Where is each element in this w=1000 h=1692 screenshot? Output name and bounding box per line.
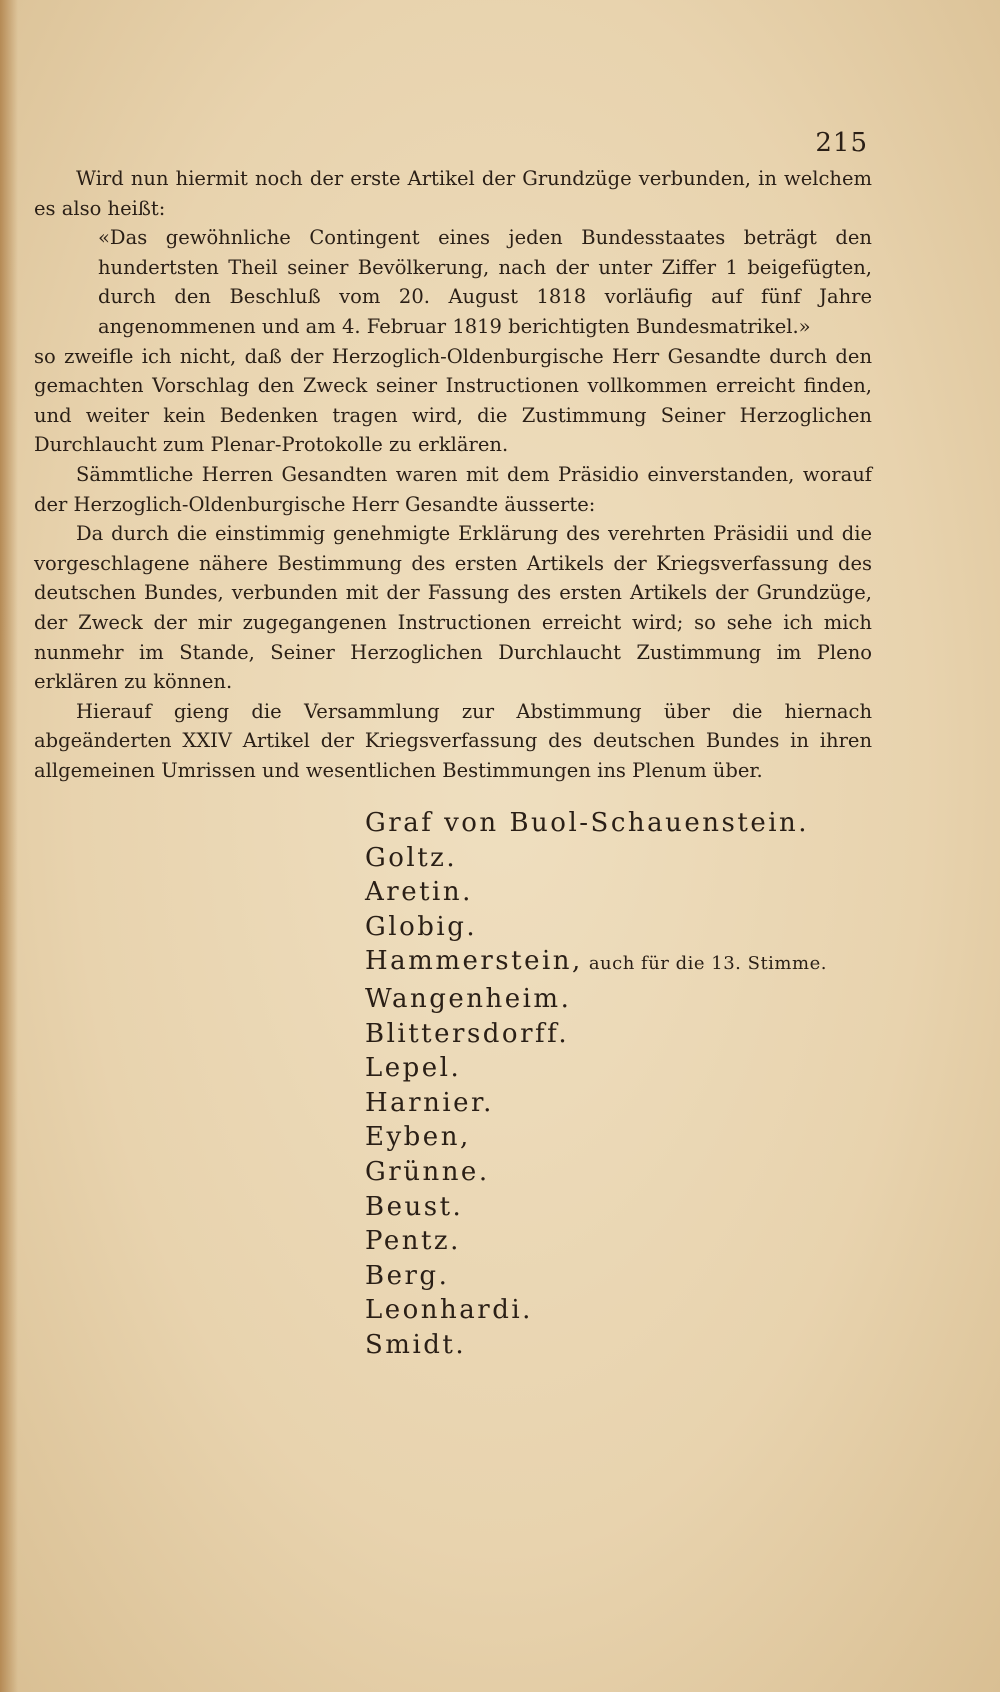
signatory-name: Eyben, [365,1122,471,1153]
signatory-list [365,806,827,1363]
paragraph-continuation: so zweifle ich nicht, daß der Herzoglich-Oldenburgische Herr Gesandte durch den gemachten Vorschlag den Zweck seiner Instructionen vollkommen erreicht finden, und weiter kein Bedenken tragen wird, die Zustimmung Seiner Herzoglichen Durchlaucht zum Plenar-Protokolle zu erklären. [34,344,872,457]
signatory-name: Leonhardi. [365,1295,533,1326]
signatory-name: Pentz. [365,1226,461,1257]
signatory-name: Globig. [365,911,478,942]
signatory-note: auch für die 13. Stimme. [588,953,827,975]
signatory-name: Beust. [365,1191,464,1222]
page-number: 215 [815,128,868,158]
signatory-name: Graf von Buol-Schauenstein. [365,808,810,838]
signatory-name: Smidt. [365,1329,467,1360]
body-text [34,164,872,785]
signatory-name: Hammerstein, [365,946,583,977]
signatory-name: Wangenheim. [365,983,572,1014]
signatory-entry [365,944,827,982]
paragraph-vote: Hierauf gieng die Versammlung zur Abstimmung über die hiernach abgeänderten XXIV Artikel der Kriegsverfassung des deutschen Bundes in ihren allgemeinen Umrissen und wesentlichen Bestimmungen ins Plenum über. [34,699,872,782]
quoted-article: «Das gewöhnliche Contingent eines jeden Bundesstaates beträgt den hundertsten Theil seiner Bevölkerung, nach der unter Ziffer 1 beigefügten, durch den Beschluß vom 20. August 1818 vorläufig auf fünf Jahre angenommenen und am 4. Februar 1819 berichtigten Bundesmatrikel.» [98,226,872,338]
signatory-name: Blittersdorff. [365,1018,570,1049]
paragraph-envoys: Sämmtliche Herren Gesandten waren mit dem Präsidio einverstanden, worauf der Herzoglich-Oldenburgische Herr Gesandte äusserte: [34,462,872,516]
signatory-name: Lepel. [365,1053,462,1084]
signatory-name: Harnier. [365,1087,494,1118]
signatory-name: Berg. [365,1260,450,1291]
paragraph-intro: Wird nun hiermit noch der erste Artikel der Grundzüge verbunden, in welchem es also heißt: [34,167,872,220]
signatory-name: Aretin. [365,877,473,908]
paragraph-declaration: Da durch die einstimmig genehmigte Erklärung des verehrten Präsidii und die vorgeschlagene nähere Bestimmung des ersten Artikels der Kriegsverfassung des deutschen Bundes, verbunden mit der Fassung des ersten Artikels der Grundzüge, der Zweck der mir zugegangenen Instructionen erreicht wird; so sehe ich mich nunmehr im Stande, Seiner Herzoglichen Durchlaucht Zustimmung im Pleno erklären zu können. [34,522,872,694]
signatory-name: Goltz. [365,842,458,873]
signatory-name: Grünne. [365,1156,490,1187]
